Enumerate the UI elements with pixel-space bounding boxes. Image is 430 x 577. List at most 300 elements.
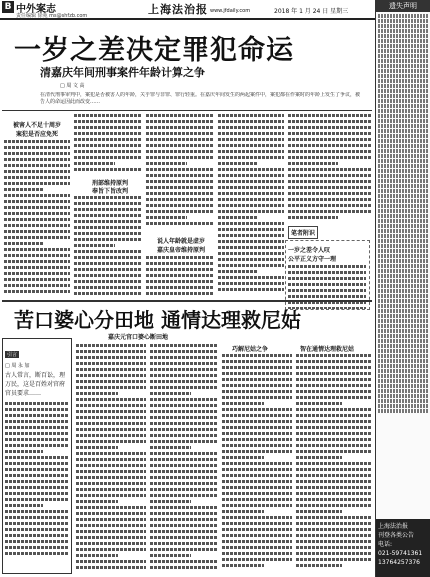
- notice-line: [378, 114, 428, 118]
- notice-line: [378, 179, 428, 183]
- text-line: [288, 138, 372, 141]
- article1-body-col2b: [74, 196, 142, 298]
- text-line: [146, 144, 214, 147]
- text-line: [296, 402, 342, 405]
- editorial-box: [2, 338, 72, 574]
- text-line: [146, 192, 214, 195]
- text-line: [146, 174, 214, 177]
- text-line: [146, 180, 214, 183]
- text-line: [288, 283, 366, 286]
- text-line: [222, 402, 264, 405]
- text-line: [150, 536, 218, 539]
- notice-line: [378, 294, 428, 298]
- notice-line: [378, 54, 428, 58]
- text-line: [150, 398, 218, 401]
- text-line: [218, 198, 284, 201]
- text-line: [222, 426, 292, 429]
- text-line: [222, 438, 292, 441]
- text-line: [4, 200, 70, 203]
- text-line: [222, 378, 292, 381]
- text-line: [4, 158, 70, 161]
- notice-line: [378, 174, 428, 178]
- text-line: [76, 512, 146, 515]
- text-line: [76, 494, 146, 497]
- article2-section-head: 巧解尼姑之争: [232, 346, 269, 353]
- text-line: [5, 516, 69, 519]
- notice-line: [378, 194, 428, 198]
- text-line: [146, 256, 214, 259]
- text-line: [76, 506, 146, 509]
- text-line: [74, 196, 142, 199]
- text-line: [76, 566, 146, 569]
- text-line: [150, 416, 218, 419]
- text-line: [4, 272, 70, 275]
- article2-headline: 苦口婆心分田地 通情达理救尼姑: [14, 308, 301, 332]
- text-line: [150, 422, 218, 425]
- text-line: [296, 384, 372, 387]
- article2-body-col1: [76, 344, 146, 574]
- text-line: [218, 186, 284, 189]
- notice-line: [378, 89, 428, 93]
- text-line: [150, 452, 218, 455]
- text-line: [288, 295, 366, 298]
- text-line: [76, 362, 146, 365]
- notice-line: [378, 394, 428, 398]
- notice-line: [378, 339, 428, 343]
- text-line: [150, 392, 191, 395]
- notice-line: [378, 259, 428, 263]
- text-line: [288, 120, 372, 123]
- text-line: [76, 470, 146, 473]
- text-line: [218, 126, 284, 129]
- text-line: [296, 396, 372, 399]
- text-line: [222, 444, 292, 447]
- text-line: [5, 468, 69, 471]
- text-line: [5, 498, 69, 501]
- text-line: [150, 344, 218, 347]
- ad-line: 上海法治报: [378, 523, 409, 530]
- text-line: [5, 528, 69, 531]
- text-line: [74, 226, 142, 229]
- notice-line: [378, 149, 428, 153]
- notice-line: [378, 84, 428, 88]
- text-line: [146, 168, 214, 171]
- notice-line: [378, 109, 428, 113]
- text-line: [5, 474, 69, 477]
- text-line: [4, 248, 70, 251]
- text-line: [5, 480, 69, 483]
- text-line: [218, 150, 284, 153]
- text-line: [150, 554, 191, 557]
- text-line: [5, 522, 69, 525]
- text-line: [74, 156, 142, 159]
- text-line: [296, 420, 372, 423]
- text-line: [76, 536, 146, 539]
- text-line: [76, 434, 146, 437]
- editor-info: 责任编辑 徐苑 ms@shfzb.com: [16, 13, 88, 19]
- text-line: [218, 234, 284, 237]
- text-line: [150, 560, 218, 563]
- text-line: [146, 156, 214, 159]
- text-line: [74, 114, 142, 117]
- notice-line: [378, 34, 428, 38]
- article1-body-col5: [288, 114, 372, 224]
- text-line: [5, 414, 69, 417]
- text-line: [4, 224, 70, 227]
- page-header: [0, 0, 430, 20]
- text-line: [222, 522, 292, 525]
- notice-line: [378, 184, 428, 188]
- article1-headline: 一岁之差决定罪犯命运: [14, 35, 294, 66]
- text-line: [4, 218, 70, 221]
- text-line: [288, 126, 372, 129]
- text-line: [288, 289, 366, 292]
- notice-line: [378, 74, 428, 78]
- text-line: [296, 390, 372, 393]
- text-line: [288, 265, 366, 268]
- text-line: [296, 480, 372, 483]
- notice-line: [378, 344, 428, 348]
- text-line: [296, 426, 372, 429]
- text-line: [222, 414, 292, 417]
- text-line: [150, 356, 218, 359]
- text-line: [296, 486, 372, 489]
- text-line: [5, 510, 69, 513]
- text-line: [150, 488, 218, 491]
- text-line: [222, 456, 264, 459]
- notice-line: [378, 159, 428, 163]
- text-line: [150, 530, 218, 533]
- notice-line: [378, 204, 428, 208]
- text-line: [288, 198, 372, 201]
- notice-line: [378, 144, 428, 148]
- text-line: [5, 492, 69, 495]
- notice-line: [378, 374, 428, 378]
- text-line: [150, 404, 218, 407]
- notice-line: [378, 19, 428, 23]
- text-line: [296, 516, 372, 519]
- text-line: [288, 156, 372, 159]
- notice-line: [378, 214, 428, 218]
- text-line: [146, 132, 214, 135]
- text-line: [4, 176, 70, 179]
- text-line: [76, 440, 146, 443]
- article1-body-col3a: [146, 114, 214, 230]
- notice-line: [378, 239, 428, 243]
- text-line: [150, 446, 191, 449]
- article1-lead: 在清代刑事审判中，案犯是否被害人的年龄，关乎罪与非罪、罪行轻重。在嘉庆年间发生的两起案件中，案犯都在作案时的年龄上发生了争议，被告人的命运因此而改变……: [40, 92, 360, 105]
- text-line: [296, 510, 342, 513]
- text-line: [150, 362, 218, 365]
- text-line: [222, 372, 292, 375]
- text-line: [76, 398, 146, 401]
- text-line: [150, 434, 218, 437]
- text-line: [222, 504, 292, 507]
- text-line: [288, 162, 338, 165]
- notice-line: [378, 249, 428, 253]
- notice-line: [378, 304, 428, 308]
- text-line: [296, 528, 372, 531]
- text-line: [150, 512, 218, 515]
- text-line: [76, 452, 146, 455]
- text-line: [74, 120, 142, 123]
- text-line: [222, 396, 292, 399]
- text-line: [76, 488, 146, 491]
- text-line: [5, 456, 69, 459]
- notice-line: [378, 224, 428, 228]
- notice-list: [376, 12, 430, 415]
- text-line: [218, 288, 284, 291]
- text-line: [296, 558, 372, 561]
- text-line: [150, 350, 218, 353]
- text-line: [218, 144, 284, 147]
- notice-line: [378, 334, 428, 338]
- text-line: [76, 410, 146, 413]
- text-line: [76, 416, 146, 419]
- article1-body-col3b: [146, 256, 214, 298]
- text-line: [74, 132, 142, 135]
- notice-line: [378, 354, 428, 358]
- text-line: [74, 268, 142, 271]
- text-line: [218, 246, 284, 249]
- section-mark: B: [2, 1, 14, 13]
- text-line: [74, 238, 142, 241]
- notice-line: [378, 289, 428, 293]
- text-line: [5, 450, 43, 453]
- text-line: [222, 528, 292, 531]
- text-line: [4, 278, 70, 281]
- text-line: [74, 262, 142, 265]
- text-line: [218, 210, 284, 213]
- text-line: [296, 546, 372, 549]
- notice-line: [378, 384, 428, 388]
- text-line: [146, 210, 214, 213]
- text-line: [218, 138, 284, 141]
- notice-line: [378, 409, 428, 413]
- text-line: [5, 462, 69, 465]
- advertisement: [376, 519, 430, 577]
- text-line: [74, 232, 142, 235]
- text-line: [4, 164, 70, 167]
- text-line: [296, 462, 372, 465]
- notice-line: [378, 129, 428, 133]
- notice-line: [378, 39, 428, 43]
- text-line: [150, 518, 218, 521]
- text-line: [288, 192, 372, 195]
- notice-line: [378, 379, 428, 383]
- text-line: [5, 408, 69, 411]
- article1-section-head: 刑部维持原判: [91, 180, 128, 187]
- text-line: [76, 374, 146, 377]
- text-line: [222, 516, 292, 519]
- text-line: [76, 500, 118, 503]
- text-line: [222, 558, 292, 561]
- notice-line: [378, 279, 428, 283]
- ad-line: 021-59741361: [378, 550, 423, 557]
- text-line: [150, 464, 218, 467]
- text-line: [288, 180, 372, 183]
- article2-section-head: 智在通情达理救尼姑: [300, 346, 355, 353]
- text-line: [146, 126, 214, 129]
- commentary-headline: 一岁之差令人叹 公平正义方守一理: [288, 247, 337, 263]
- notice-line: [378, 69, 428, 73]
- text-line: [296, 534, 372, 537]
- notice-line: [378, 219, 428, 223]
- notice-line: [378, 14, 428, 18]
- text-line: [74, 138, 142, 141]
- text-line: [76, 482, 146, 485]
- text-line: [5, 444, 69, 447]
- issue-date: 2018 年 1 月 24 日 星期三: [274, 8, 349, 15]
- text-line: [76, 560, 146, 563]
- ad-line: 刊登各类公告: [378, 532, 415, 539]
- notice-line: [378, 274, 428, 278]
- text-line: [222, 510, 264, 513]
- text-line: [288, 168, 372, 171]
- text-line: [146, 280, 214, 283]
- notice-line: [378, 189, 428, 193]
- text-line: [222, 534, 292, 537]
- text-line: [74, 126, 142, 129]
- notice-line: [378, 349, 428, 353]
- notice-column: [375, 0, 430, 577]
- notice-line: [378, 299, 428, 303]
- text-line: [150, 410, 218, 413]
- newspaper-name: 上海法治报: [148, 3, 208, 16]
- text-line: [74, 280, 142, 283]
- text-line: [288, 132, 372, 135]
- text-line: [296, 522, 372, 525]
- notice-line: [378, 359, 428, 363]
- text-line: [5, 540, 69, 543]
- text-line: [150, 458, 218, 461]
- text-line: [150, 506, 218, 509]
- text-line: [296, 378, 372, 381]
- text-line: [150, 566, 218, 569]
- text-line: [222, 492, 292, 495]
- text-line: [218, 216, 258, 219]
- text-line: [150, 374, 218, 377]
- notice-line: [378, 94, 428, 98]
- text-line: [4, 290, 70, 293]
- notice-line: [378, 314, 428, 318]
- text-line: [76, 356, 146, 359]
- text-line: [146, 186, 214, 189]
- text-line: [296, 492, 372, 495]
- editorial-body: [5, 402, 69, 562]
- text-line: [222, 564, 264, 567]
- text-line: [146, 268, 214, 271]
- text-line: [4, 182, 70, 185]
- text-line: [76, 392, 118, 395]
- article1-body-col1: [4, 140, 70, 298]
- text-line: [4, 146, 70, 149]
- notice-line: [378, 229, 428, 233]
- notice-line: [378, 199, 428, 203]
- text-line: [218, 240, 284, 243]
- text-line: [76, 428, 146, 431]
- text-line: [4, 242, 44, 245]
- text-line: [150, 440, 218, 443]
- text-line: [4, 152, 70, 155]
- article2-body-col4: [296, 354, 372, 574]
- notice-line: [378, 64, 428, 68]
- text-line: [150, 548, 218, 551]
- text-line: [74, 286, 142, 289]
- article2-body-col2: [150, 344, 218, 574]
- text-line: [76, 554, 118, 557]
- text-line: [146, 150, 214, 153]
- text-line: [76, 380, 146, 383]
- text-line: [288, 204, 372, 207]
- notice-line: [378, 59, 428, 63]
- text-line: [222, 366, 292, 369]
- text-line: [218, 264, 284, 267]
- text-line: [218, 120, 284, 123]
- text-line: [296, 432, 372, 435]
- notice-line: [378, 79, 428, 83]
- article1-byline: □ 周 文 高: [60, 83, 85, 89]
- text-line: [150, 386, 218, 389]
- text-line: [4, 230, 70, 233]
- commentary-label: 笔者附识: [288, 226, 318, 239]
- text-line: [5, 534, 69, 537]
- text-line: [76, 386, 146, 389]
- text-line: [296, 564, 342, 567]
- text-line: [146, 292, 214, 295]
- text-line: [218, 252, 284, 255]
- text-line: [5, 552, 69, 555]
- notice-line: [378, 164, 428, 168]
- text-line: [218, 168, 284, 171]
- text-line: [222, 468, 292, 471]
- text-line: [218, 204, 284, 207]
- notice-line: [378, 399, 428, 403]
- text-line: [222, 498, 292, 501]
- text-line: [222, 390, 292, 393]
- text-line: [288, 150, 372, 153]
- article2-body-col3: [222, 354, 292, 574]
- text-line: [222, 474, 292, 477]
- text-line: [150, 482, 218, 485]
- text-line: [146, 138, 214, 141]
- ad-line: 电话:: [378, 541, 393, 548]
- text-line: [222, 420, 292, 423]
- text-line: [5, 486, 69, 489]
- text-line: [74, 220, 142, 223]
- text-line: [4, 212, 70, 215]
- text-line: [146, 204, 214, 207]
- text-line: [288, 210, 372, 213]
- text-line: [218, 270, 258, 273]
- text-line: [76, 548, 146, 551]
- text-line: [146, 114, 214, 117]
- text-line: [288, 186, 372, 189]
- text-line: [222, 354, 292, 357]
- text-line: [288, 114, 372, 117]
- editorial-text: 古人常言，断百讼，理万民，这是百姓对官府官员要求……: [5, 372, 66, 397]
- text-line: [146, 286, 214, 289]
- text-line: [296, 354, 372, 357]
- text-line: [4, 260, 70, 263]
- text-line: [74, 202, 142, 205]
- notice-line: [378, 369, 428, 373]
- text-line: [296, 504, 372, 507]
- text-line: [76, 350, 146, 353]
- text-line: [4, 284, 70, 287]
- notice-line: [378, 139, 428, 143]
- notice-line: [378, 269, 428, 273]
